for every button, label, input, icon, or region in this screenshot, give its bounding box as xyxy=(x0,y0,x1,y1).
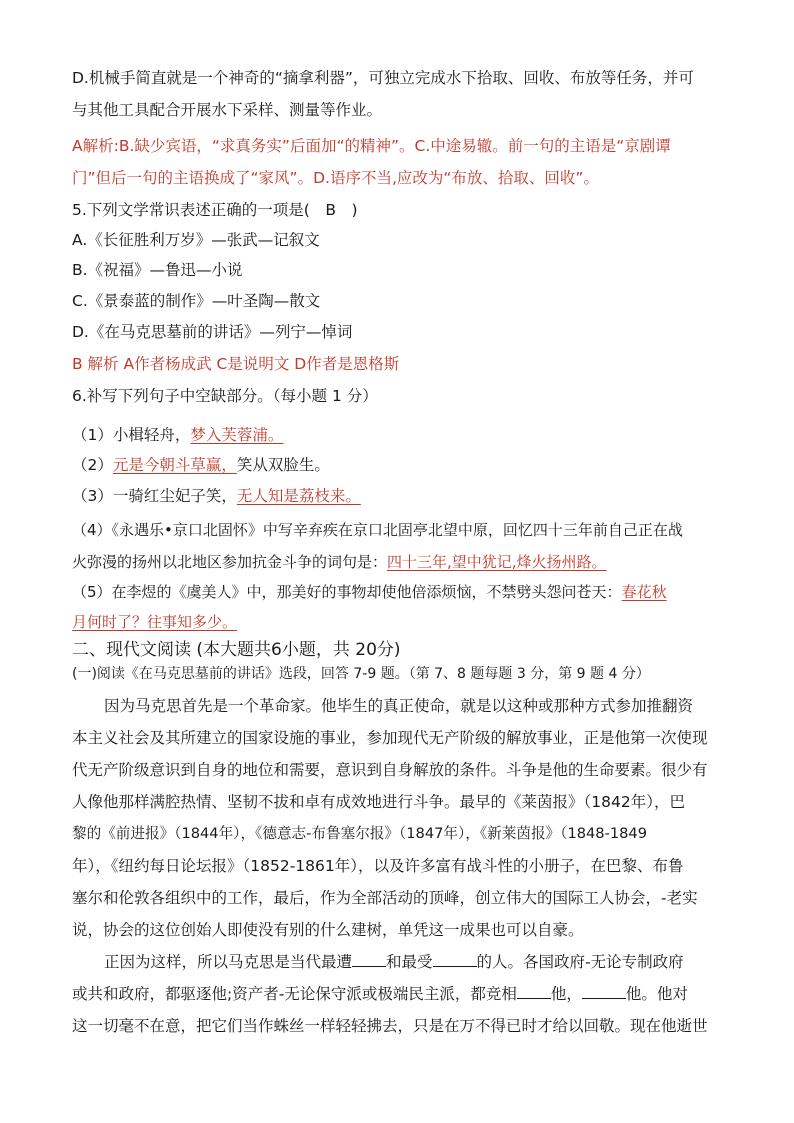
q6-item4-line1: （4）《永遇乐•京口北固怀》中写辛弃疾在京口北固亭北望中原，回忆四十三年前自己正在战 xyxy=(72,521,683,539)
q6-item5-prefix: （5）在李煜的《虞美人》中，那美好的事物却使他倍添烦恼，不禁劈头怨问苍天： xyxy=(72,583,622,601)
para2-line2-b: 他， xyxy=(550,985,582,1003)
para2-line1 xyxy=(104,952,684,972)
para1-line2: 本主义社会及其所建立的国家设施的事业，参加现代无产阶级的解放事业，正是他第一次使现 xyxy=(72,729,708,747)
para2-line1-a: 正因为这样，所以马克思是当代最遭 xyxy=(104,953,353,971)
section2-intro: (一)阅读《在马克思墓前的讲话》选段，回答 7-9 题。（第 7、8 题每题 3 分，第 9 题 4 分） xyxy=(72,666,650,682)
q6-item1 xyxy=(72,425,283,445)
q6-item4-line2 xyxy=(72,552,607,572)
para1-line7: 塞尔和伦敦各组织中的工作，最后，作为全部活动的顶峰，创立伟大的国际工人协会，-老实 xyxy=(72,889,698,907)
q6-item1-answer: 梦入芙蓉浦。 xyxy=(190,426,284,444)
q4-analysis-line2: 门”但后一句的主语换成了“家风”。D.语序不当,应改为“布放、拾取、回收”。 xyxy=(72,169,599,187)
para2-line3: 这一切毫不在意，把它们当作蛛丝一样轻轻拂去，只是在万不得已时才给以回敬。现在他逝世 xyxy=(72,1017,708,1035)
q5-option-c: C.《景泰蓝的制作》—叶圣陶—散文 xyxy=(72,292,321,310)
fill-blank-3[interactable] xyxy=(517,984,551,999)
q6-item2 xyxy=(72,455,330,475)
q5-option-b: B.《祝福》—鲁迅—小说 xyxy=(72,261,243,279)
para2-line2-a: 或共和政府，都驱逐他;资产者-无论保守派或极端民主派，都竞相 xyxy=(72,985,517,1003)
q5-analysis: B 解析 A作者杨成武 C是说明文 D作者是恩格斯 xyxy=(72,355,400,373)
q5-option-d: D.《在马克思墓前的讲话》—列宁—悼词 xyxy=(72,323,353,341)
q6-item5-answer-part1: 春花秋 xyxy=(621,583,667,601)
q6-item3 xyxy=(72,486,361,506)
q6-item4-answer: 四十三年,望中犹记,烽火扬州路。 xyxy=(387,553,607,571)
q6-item1-prefix: （1）小楫轻舟， xyxy=(72,426,191,444)
q5-option-a: A.《长征胜利万岁》—张武—记叙文 xyxy=(72,231,320,249)
q6-stem: 6.补写下列句子中空缺部分。（每小题 1 分） xyxy=(72,387,378,405)
section2-title: 二、现代文阅读 (本大题共6小题，共 20分) xyxy=(72,640,401,660)
para1-line3: 代无产阶级意识到自身的地位和需要，意识到自身解放的条件。斗争是他的生命要素。很少有 xyxy=(72,761,708,779)
q4-analysis-line1: A解析:B.缺少宾语，“求真务实”后面加“的精神”。C.中途易辙。前一句的主语是“京剧谭 xyxy=(72,137,671,155)
q6-item5-answer-part2: 月何时了？往事知多少。 xyxy=(72,613,238,631)
q6-item5-line2 xyxy=(72,612,237,632)
q6-item2-suffix: 笑从双脸生。 xyxy=(236,456,330,474)
q5-stem: 5.下列文学常识表述正确的一项是( B ) xyxy=(72,201,358,219)
para2-line1-b: 和最受 xyxy=(386,953,433,971)
fill-blank-2[interactable] xyxy=(433,952,477,967)
q4-option-d-line1: D.机械手简直就是一个神奇的“摘拿利器”，可独立完成水下拾取、回收、布放等任务，并可 xyxy=(72,69,694,87)
fill-blank-1[interactable] xyxy=(352,952,386,967)
q4-option-d-line2: 与其他工具配合开展水下采样、测量等作业。 xyxy=(72,101,383,119)
para1-line6: 年），《纽约每日论坛报》（1852-1861年），以及许多富有战斗性的小册子，在巴黎、布鲁 xyxy=(72,857,684,875)
para2-line1-c: 的人。各国政府-无论专制政府 xyxy=(476,953,684,971)
q6-item2-answer: 元是今朝斗草赢， xyxy=(112,456,237,474)
q6-item2-prefix: （2） xyxy=(72,456,113,474)
para2-line2 xyxy=(72,984,688,1004)
q6-item3-answer: 无人知是荔枝来。 xyxy=(236,487,361,505)
fill-blank-4[interactable] xyxy=(582,984,626,999)
para1-line5: 黎的《前进报》（1844年），《德意志-布鲁塞尔报》（1847年），《新莱茵报》（1848-1849 xyxy=(72,825,647,842)
para2-line2-c: 他。他对 xyxy=(625,985,688,1003)
q6-item4-prefix: 火弥漫的扬州以北地区参加抗金斗争的词句是： xyxy=(72,553,388,571)
para1-line8: 说，协会的这位创始人即使没有别的什么建树，单凭这一成果也可以自豪。 xyxy=(72,921,584,939)
q6-item5-line1 xyxy=(72,582,667,602)
para1-line4: 人像他那样满腔热情、坚韧不拔和卓有成效地进行斗争。最早的《莱茵报》（1842年），巴 xyxy=(72,793,685,811)
para1-line1: 因为马克思首先是一个革命家。他毕生的真正使命，就是以这种或那种方式参加推翻资 xyxy=(104,697,694,715)
q6-item3-prefix: （3）一骑红尘妃子笑， xyxy=(72,487,237,505)
